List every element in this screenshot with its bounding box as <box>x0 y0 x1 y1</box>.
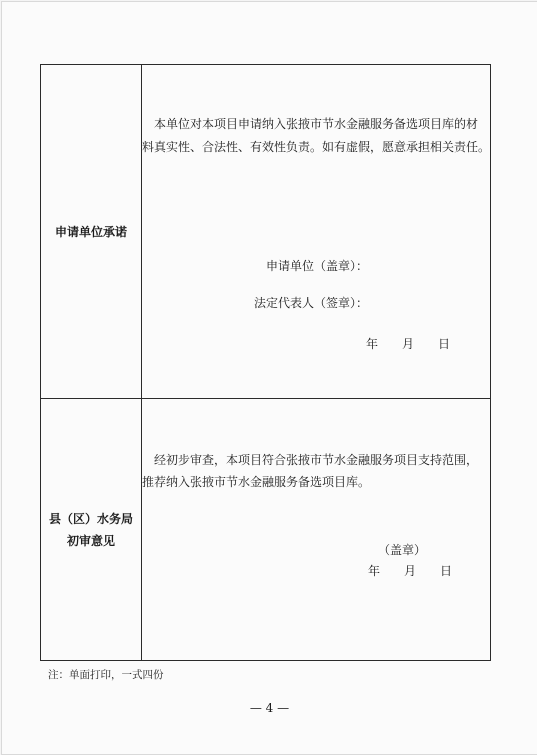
review-seal-label: （盖章） <box>378 543 427 557</box>
review-row <box>41 399 490 660</box>
review-label <box>41 399 142 660</box>
review-content <box>142 399 490 660</box>
commitment-label-text: 申请单位承诺 <box>54 224 127 239</box>
footnote: 注：单面打印，一式四份 <box>48 669 164 681</box>
legal-representative-signature-label: 法定代表人（签章）： <box>254 296 369 310</box>
commitment-text-line2: 料真实性、合法性、有效性负责。如有虚假，愿意承担相关责任。 <box>142 140 491 154</box>
review-label-line1: 县（区）水务局 <box>48 511 133 526</box>
commitment-label <box>41 65 142 398</box>
review-text-line1: 经初步审查，本项目符合张掖市节水金融服务项目支持范围， <box>154 453 479 467</box>
page-number: — 4 — <box>249 701 290 715</box>
commitment-date-line: 年 月 日 <box>366 337 451 351</box>
review-label-line2: 初审意见 <box>66 533 115 548</box>
form-table <box>40 64 491 661</box>
document-page <box>1 1 537 755</box>
review-text-line2: 推荐纳入张掖市节水金融服务备选项目库。 <box>142 475 371 489</box>
commitment-row <box>41 65 490 399</box>
commitment-text-line1: 本单位对本项目申请纳入张掖市节水金融服务备选项目库的材 <box>154 117 479 131</box>
commitment-content <box>142 65 490 398</box>
review-date-line: 年 月 日 <box>368 564 453 578</box>
applicant-unit-seal-label: 申请单位（盖章）： <box>266 259 369 273</box>
